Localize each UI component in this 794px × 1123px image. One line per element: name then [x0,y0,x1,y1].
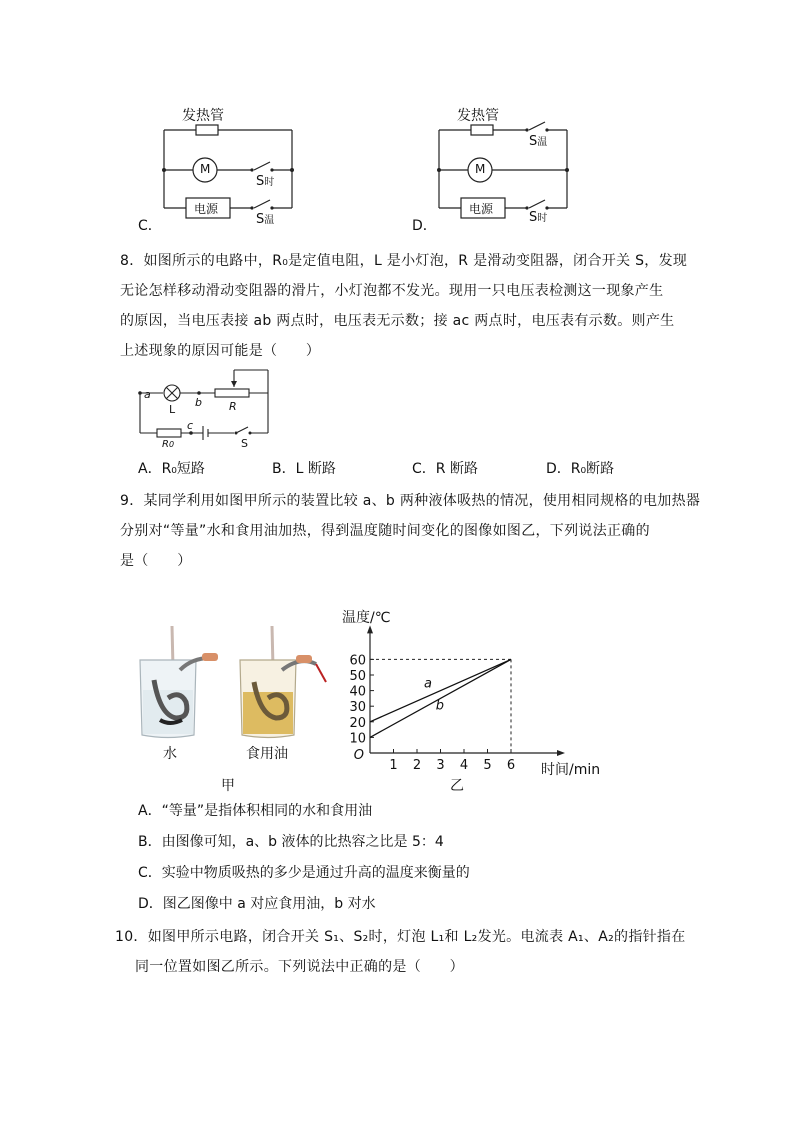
figure-jia-label: 甲 [221,778,235,794]
option-c-letter: C． [138,218,162,234]
q9-line-3: 是（ ） [120,553,192,569]
q9-option-b[interactable]: B．由图像可知，a、b 液体的比热容之比是 5：4 [138,834,444,850]
x-tick-label: 2 [412,758,422,773]
heater-label: 发热管 [182,108,224,124]
switch-time-label [529,209,547,225]
option-d-letter: D． [412,218,437,234]
r0-resistor [157,429,181,437]
y-tick-label: 20 [349,715,366,731]
switch-subscript: 温 [264,215,275,226]
source-label: 电源 [194,202,219,216]
water-label: 水 [163,746,177,762]
y-tick-label: 50 [349,669,366,684]
point-a-label: a [144,388,151,401]
x-axis-label: 时间/min [541,762,601,778]
rheostat-label: R [229,400,237,413]
switch-time-label [256,173,274,189]
q8-circuit-diagram [130,360,280,455]
switch-symbol: S [256,212,265,227]
question-10 [115,926,735,986]
r0-symbol: R [162,439,169,450]
q9-option-d[interactable]: D．图乙图像中 a 对应食用油，b 对水 [138,896,376,912]
y-tick-label: 40 [349,684,366,700]
heater-resistor [471,125,493,135]
motor-label: M [475,162,486,176]
q8-circuit [130,360,280,455]
y-tick-label: 10 [349,731,366,747]
y-axis-label: 温度/℃ [342,610,391,626]
x-tick-label: 4 [459,758,469,773]
q8-line-2: 无论怎样移动滑动变阻器的滑片，小灯泡都不发光。现用一只电压表检测这一现象产生 [120,283,664,299]
switch-subscript: 时 [264,177,275,188]
lamp-label: L [169,403,176,416]
r0-subscript: 0 [168,440,175,449]
q9-line-1: 9．某同学利用如图甲所示的装置比较 a、b 两种液体吸热的情况，使用相同规格的电加热器 [120,493,701,509]
rheostat-box [215,389,249,397]
switch-s-label: S [241,437,248,450]
x-tick-label: 1 [389,758,398,773]
q10-line-1: 10．如图甲所示电路，闭合开关 S₁、S₂时，灯泡 L₁和 L₂发光。电流表 A₁、A₂的指针指在 [115,929,686,945]
x-tick-label: 3 [436,758,445,773]
x-tick-label: 6 [506,758,516,773]
y-axis-arrow [367,625,373,633]
point-c-label: c [187,419,194,432]
motor-label: M [200,162,211,176]
switch-subscript: 时 [537,213,548,224]
beaker-figure [130,620,330,794]
series-label-b: b [435,698,445,714]
q8-line-3: 的原因，当电压表接 ab 两点时，电压表无示数；接 ac 两点时，电压表有示数。则产生 [120,313,675,329]
switch-symbol: S [529,210,538,225]
x-axis-arrow [557,750,565,756]
q9-option-c[interactable]: C．实验中物质吸热的多少是通过升高的温度来衡量的 [138,865,470,881]
y-tick-label: 30 [349,700,366,716]
switch-temp-label [529,133,547,149]
series-label-a: a [424,676,433,692]
origin-label: O [353,748,364,763]
q8-option-a[interactable]: A．R₀短路 [138,461,205,477]
q9-line-2: 分别对“等量”水和食用油加热，得到温度随时间变化的图像如图乙，下列说法正确的 [120,523,650,539]
q8-line-1: 8．如图所示的电路中，R₀是定值电阻，L 是小灯泡，R 是滑动变阻器，闭合开关 S，发现 [120,253,688,269]
source-label: 电源 [469,202,494,216]
temperature-chart [340,600,610,800]
point-b-label: b [195,396,202,409]
q8-option-c[interactable]: C．R 断路 [412,461,478,477]
oil-beaker [240,626,326,738]
chart-svg [340,600,610,800]
heater-resistor [196,125,218,135]
q8-option-b[interactable]: B．L 断路 [272,461,336,477]
y-tick-label: 60 [349,653,366,669]
x-tick-label: 5 [483,758,492,773]
q8-line-4: 上述现象的原因可能是（ ） [120,343,321,359]
switch-subscript: 温 [537,137,548,148]
switch-symbol: S [256,174,265,189]
question-8 [120,250,720,359]
switch-symbol: S [529,134,538,149]
beakers-illustration [130,620,330,750]
figure-yi-label: 乙 [450,778,464,794]
q9-option-a[interactable]: A．“等量”是指体积相同的水和食用油 [138,803,373,819]
oil-label: 食用油 [246,746,288,762]
switch-temp-label [256,211,274,227]
question-9 [120,490,720,570]
q8-option-d[interactable]: D．R₀断路 [546,461,615,477]
q10-line-2: 同一位置如图乙所示。下列说法中正确的是（ ） [135,959,464,975]
heater-label: 发热管 [457,108,499,124]
r0-label [162,439,174,450]
water-beaker [140,626,218,738]
